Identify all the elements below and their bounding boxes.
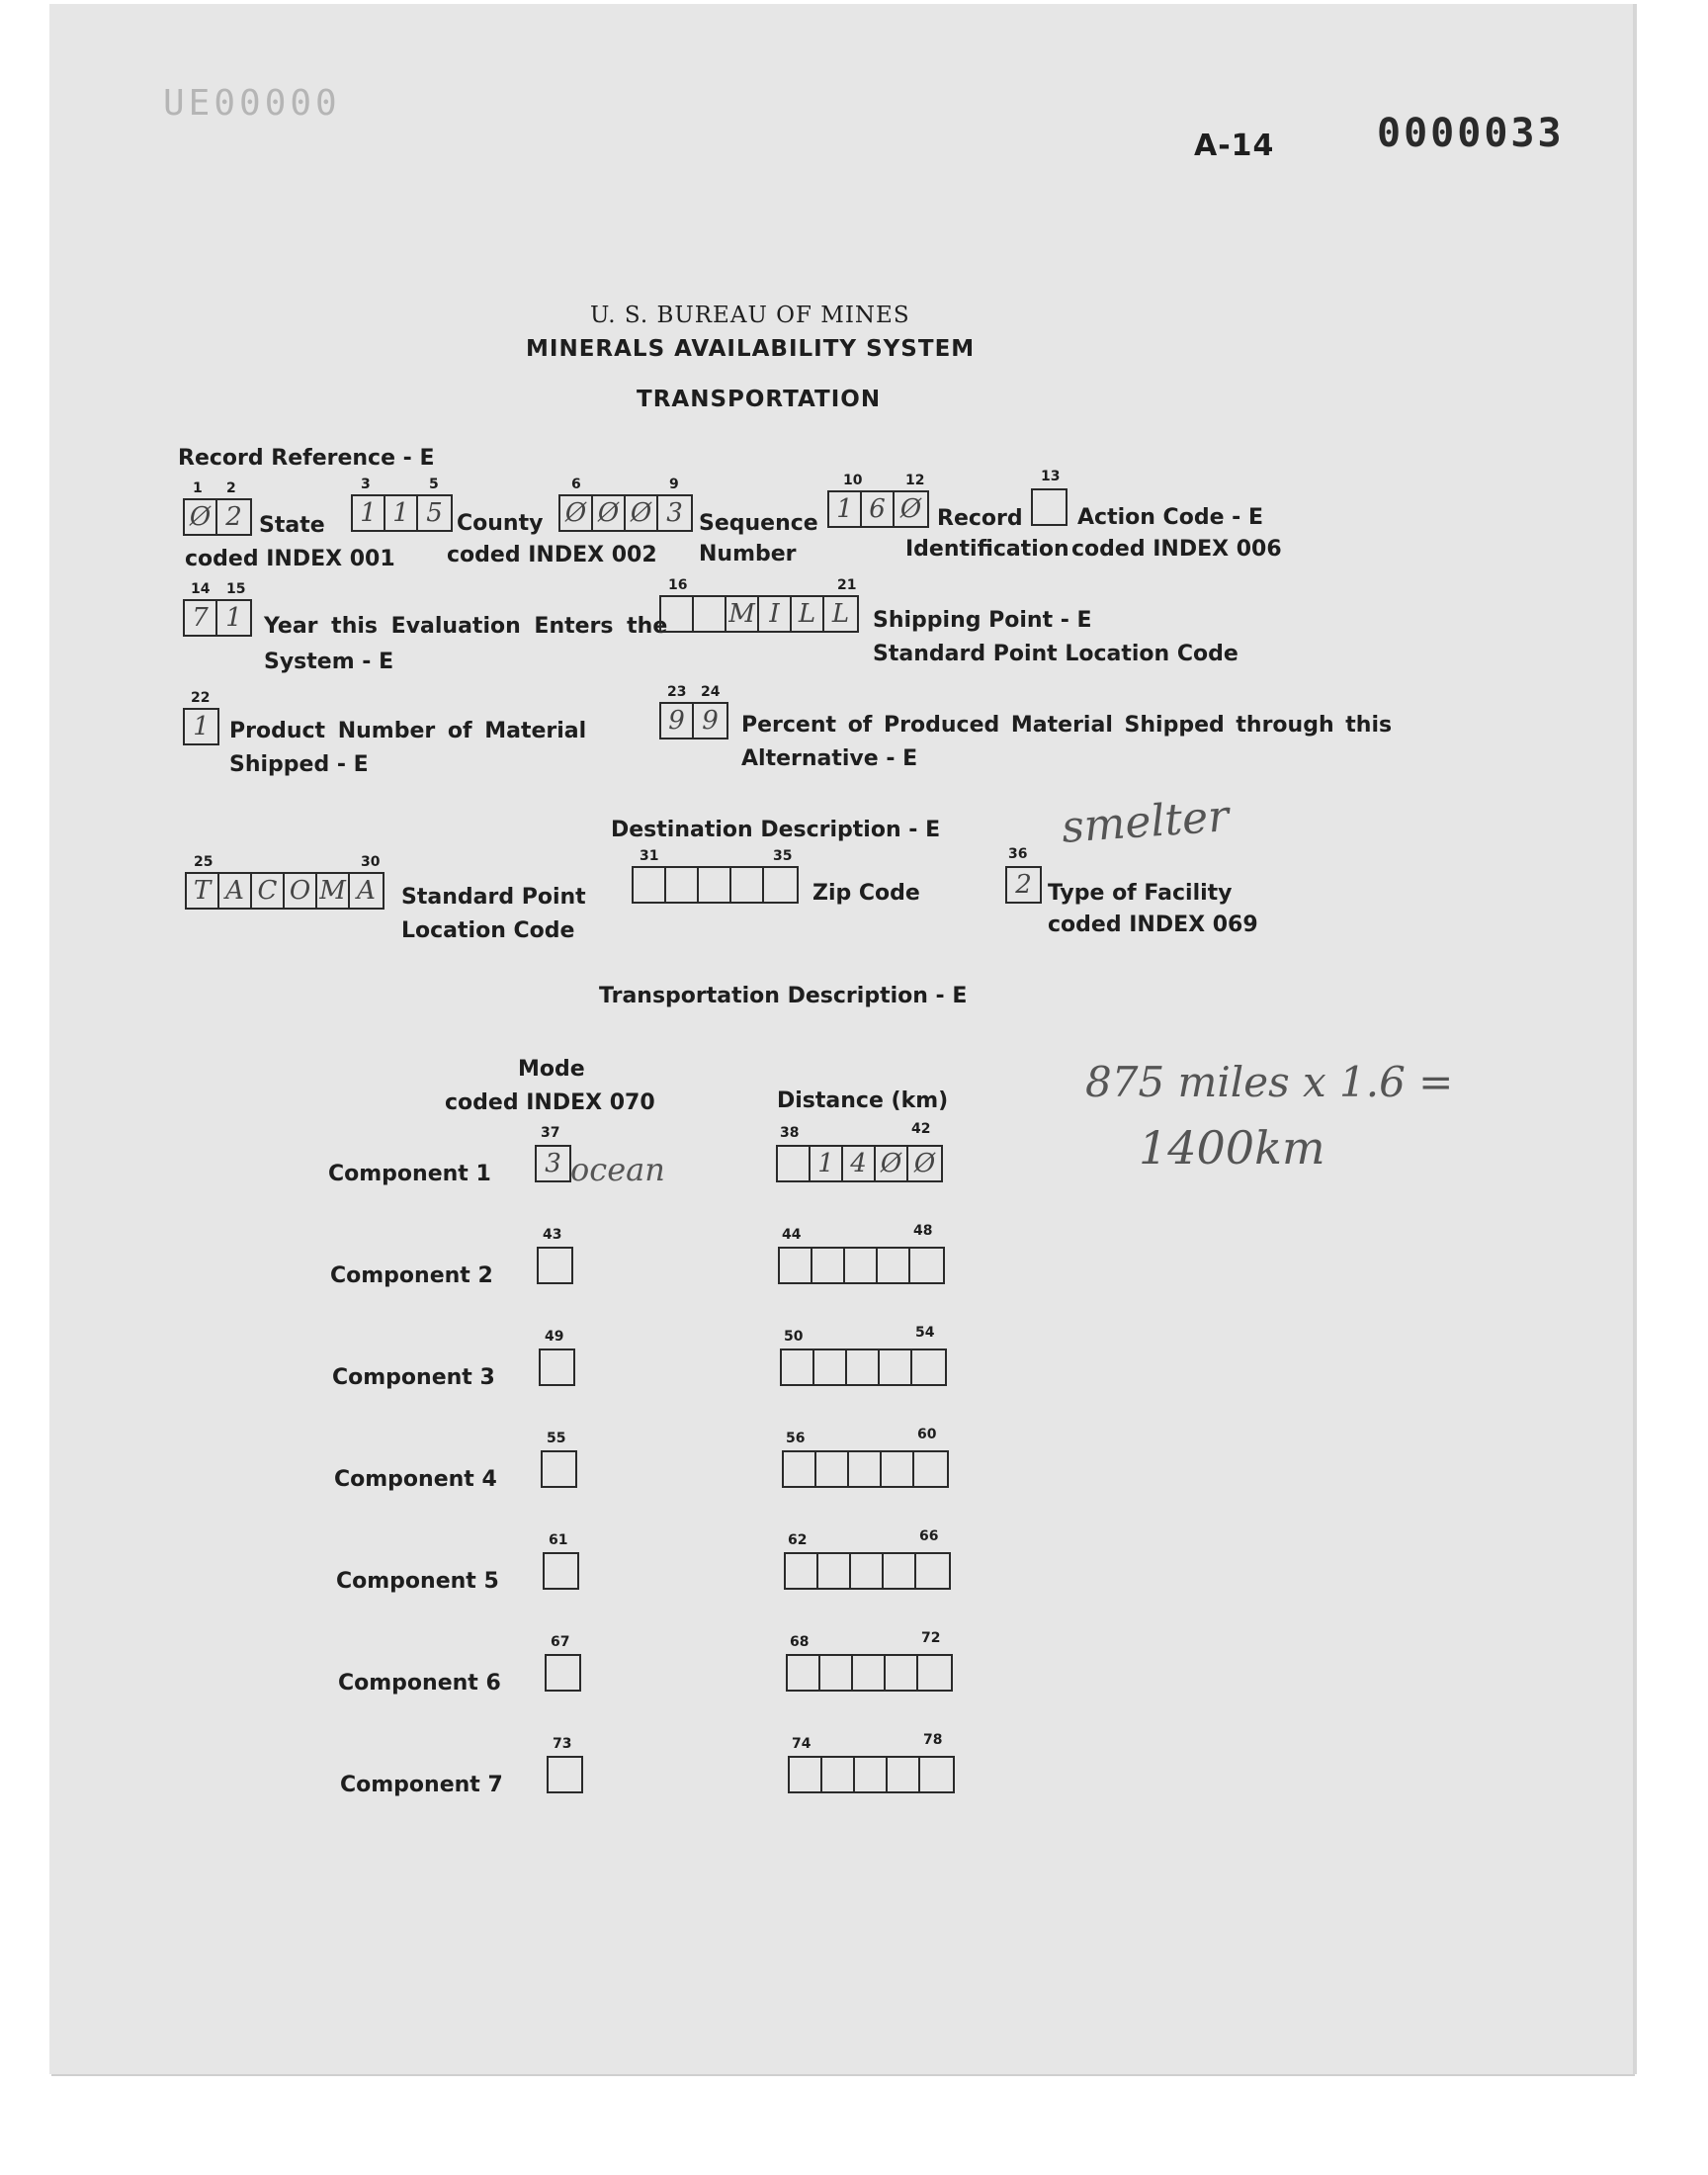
component-label: Component 4 <box>334 1467 497 1492</box>
year-box[interactable] <box>183 599 252 637</box>
entry-cell[interactable] <box>912 1350 945 1384</box>
entry-cell[interactable] <box>884 1554 916 1588</box>
entry-cell[interactable]: M <box>317 874 350 908</box>
distance-start-col: 50 <box>784 1329 804 1345</box>
percent-shipped-box[interactable] <box>659 702 728 740</box>
entry-cell[interactable]: Ø <box>593 496 626 530</box>
distance-end-col: 54 <box>915 1325 935 1341</box>
entry-cell[interactable] <box>549 1758 581 1791</box>
distance-header: Distance (km) <box>777 1088 949 1113</box>
sequence-end-col: 9 <box>669 477 679 492</box>
distance-km-box[interactable] <box>776 1145 943 1182</box>
entry-cell[interactable] <box>780 1249 812 1282</box>
component-label: Component 1 <box>328 1162 491 1186</box>
document-number: 0000033 <box>1377 111 1565 156</box>
splc-label: Standard Point <box>401 885 586 910</box>
entry-cell[interactable] <box>851 1554 884 1588</box>
component-label: Component 7 <box>340 1773 503 1797</box>
distance-end-col: 42 <box>911 1121 931 1137</box>
mode-col-number: 49 <box>545 1329 564 1345</box>
component-label: Component 2 <box>330 1263 493 1288</box>
product-shipped-label: Shipped - E <box>229 752 369 777</box>
action-col: 13 <box>1041 469 1061 484</box>
shipping-end-col: 21 <box>837 577 857 593</box>
entry-cell[interactable] <box>818 1554 851 1588</box>
entry-cell[interactable] <box>782 1350 814 1384</box>
distance-end-col: 60 <box>917 1427 937 1442</box>
action-code-label: Action Code - E <box>1077 505 1263 530</box>
entry-cell[interactable]: A <box>357 876 376 906</box>
entry-cell[interactable] <box>910 1249 943 1282</box>
entry-cell[interactable]: Ø <box>899 494 922 524</box>
shipping-point-label: Shipping Point - E <box>873 608 1092 633</box>
distance-end-col: 66 <box>919 1528 939 1544</box>
entry-cell[interactable] <box>855 1758 888 1791</box>
mode-col-number: 61 <box>549 1532 568 1548</box>
entry-cell[interactable] <box>886 1656 918 1690</box>
record-reference-heading: Record Reference - E <box>178 446 435 471</box>
mode-index-header: coded INDEX 070 <box>445 1090 655 1115</box>
distance-start-col: 68 <box>790 1634 810 1650</box>
zip-end-col: 35 <box>773 848 793 864</box>
entry-cell[interactable] <box>920 1758 953 1791</box>
entry-cell[interactable]: M <box>726 597 759 631</box>
entry-cell[interactable] <box>880 1350 912 1384</box>
entry-cell[interactable]: 2 <box>225 502 242 532</box>
splc-end-col: 30 <box>361 854 381 870</box>
component-label: Component 6 <box>338 1671 501 1696</box>
component-label: Component 5 <box>336 1569 499 1594</box>
shipping-splc-label: Standard Point Location Code <box>873 642 1238 666</box>
county-index-label: coded INDEX 002 <box>447 543 657 567</box>
sequence-label: Sequence <box>699 511 818 536</box>
transportation-heading: Transportation Description - E <box>599 984 968 1008</box>
entry-cell[interactable]: 3 <box>666 498 683 528</box>
entry-cell[interactable] <box>845 1249 878 1282</box>
entry-cell[interactable]: 1 <box>225 603 242 633</box>
product-label: Product Number of Material <box>229 719 587 743</box>
percent-end-col: 24 <box>701 684 721 700</box>
entry-cell[interactable] <box>820 1656 853 1690</box>
entry-cell[interactable] <box>822 1758 855 1791</box>
entry-cell[interactable]: 1 <box>385 496 418 530</box>
entry-cell[interactable] <box>699 868 731 902</box>
zip-code-box[interactable] <box>632 866 799 904</box>
entry-cell[interactable]: 1 <box>353 496 385 530</box>
state-start-col: 1 <box>193 480 203 496</box>
facility-index-label: coded INDEX 069 <box>1048 913 1258 937</box>
entry-cell[interactable] <box>764 868 797 902</box>
action-index-label: coded INDEX 006 <box>1071 537 1282 562</box>
splc-start-col: 25 <box>194 854 214 870</box>
mode-col-number: 67 <box>551 1634 570 1650</box>
faint-stamp: UE00000 <box>163 83 341 124</box>
entry-cell[interactable]: 1 <box>193 712 210 741</box>
entry-cell[interactable]: T <box>187 874 219 908</box>
year-label: Year this Evaluation Enters the <box>264 614 668 639</box>
product-number-box[interactable] <box>183 708 219 745</box>
entry-cell[interactable] <box>814 1350 847 1384</box>
mode-col-number: 37 <box>541 1125 560 1141</box>
percent-alternative-label: Alternative - E <box>741 746 918 771</box>
form-title-line2: MINERALS AVAILABILITY SYSTEM <box>526 336 976 362</box>
entry-cell[interactable] <box>786 1554 818 1588</box>
product-col: 22 <box>191 690 211 706</box>
entry-cell[interactable]: L <box>792 597 824 631</box>
entry-cell[interactable]: A <box>219 874 252 908</box>
identification-label: Identification <box>905 537 1069 562</box>
entry-cell[interactable]: I <box>759 597 792 631</box>
state-index-label: coded INDEX 001 <box>185 547 395 571</box>
entry-cell[interactable]: C <box>252 874 285 908</box>
distance-end-col: 72 <box>921 1630 941 1646</box>
mode-handwritten-note: ocean <box>570 1151 665 1188</box>
mode-code-box[interactable] <box>545 1654 581 1692</box>
percent-label: Percent of Produced Material Shipped through this <box>741 713 1393 738</box>
year-end-col: 15 <box>226 581 246 597</box>
form-sheet <box>49 4 1633 2074</box>
entry-cell[interactable] <box>847 1350 880 1384</box>
entry-cell[interactable] <box>849 1452 882 1486</box>
entry-cell[interactable]: 2 <box>1015 870 1032 900</box>
destination-splc-box[interactable] <box>185 872 384 910</box>
zip-code-label: Zip Code <box>812 881 920 906</box>
splc-location-label: Location Code <box>401 918 575 943</box>
distance-km-box[interactable] <box>780 1348 947 1386</box>
sequence-number-box[interactable] <box>558 494 693 532</box>
county-code-box[interactable] <box>351 494 453 532</box>
component-label: Component 3 <box>332 1365 495 1390</box>
distance-start-col: 56 <box>786 1431 806 1446</box>
form-title-line1: U. S. BUREAU OF MINES <box>590 303 910 328</box>
entry-cell[interactable] <box>788 1656 820 1690</box>
entry-cell[interactable] <box>914 1452 947 1486</box>
mode-code-box[interactable] <box>541 1450 577 1488</box>
distance-end-col: 48 <box>913 1223 933 1239</box>
distance-km-box[interactable] <box>786 1654 953 1692</box>
shipping-point-box[interactable] <box>659 595 859 633</box>
entry-cell[interactable] <box>547 1656 579 1690</box>
entry-cell[interactable] <box>916 1554 949 1588</box>
mode-col-number: 55 <box>547 1431 566 1446</box>
facility-type-label: Type of Facility <box>1048 881 1233 906</box>
entry-cell[interactable]: Ø <box>913 1149 936 1178</box>
record-label: Record <box>937 506 1023 531</box>
percent-start-col: 23 <box>667 684 687 700</box>
record-id-end-col: 12 <box>905 473 925 488</box>
zip-start-col: 31 <box>640 848 659 864</box>
year-system-label: System - E <box>264 650 394 674</box>
sheet-edge <box>1633 4 1637 2074</box>
mode-code-box[interactable] <box>535 1145 571 1182</box>
county-end-col: 5 <box>429 477 439 492</box>
entry-cell[interactable]: 1 <box>829 492 862 526</box>
mode-code-box[interactable] <box>537 1247 573 1284</box>
entry-cell[interactable] <box>784 1452 816 1486</box>
entry-cell[interactable]: Ø <box>876 1147 908 1180</box>
entry-cell[interactable] <box>778 1147 811 1180</box>
facility-col: 36 <box>1008 846 1028 862</box>
entry-cell[interactable] <box>816 1452 849 1486</box>
state-code-box[interactable] <box>183 498 252 536</box>
record-id-start-col: 10 <box>843 473 863 488</box>
mode-code-box[interactable] <box>539 1348 575 1386</box>
entry-cell[interactable]: 5 <box>426 498 443 528</box>
entry-cell[interactable] <box>888 1758 920 1791</box>
distance-end-col: 78 <box>923 1732 943 1748</box>
entry-cell[interactable] <box>666 868 699 902</box>
distance-start-col: 62 <box>788 1532 808 1548</box>
entry-cell[interactable] <box>878 1249 910 1282</box>
entry-cell[interactable]: 7 <box>185 601 217 635</box>
mode-code-box[interactable] <box>547 1756 583 1793</box>
destination-heading: Destination Description - E <box>611 818 941 842</box>
entry-cell[interactable] <box>731 868 764 902</box>
distance-km-box[interactable] <box>788 1756 955 1793</box>
distance-start-col: 44 <box>782 1227 802 1243</box>
entry-cell[interactable]: 4 <box>843 1147 876 1180</box>
entry-cell[interactable]: L <box>831 599 850 629</box>
entry-cell[interactable]: O <box>285 874 317 908</box>
facility-handwritten-note: smelter <box>1060 791 1231 853</box>
entry-cell[interactable] <box>661 597 694 631</box>
distance-km-box[interactable] <box>784 1552 951 1590</box>
mode-header: Mode <box>518 1057 585 1082</box>
entry-cell[interactable]: 3 <box>545 1149 561 1178</box>
state-label: State <box>259 513 325 538</box>
distance-start-col: 74 <box>792 1736 811 1752</box>
action-code-box[interactable] <box>1031 488 1068 526</box>
page-code: A-14 <box>1194 129 1275 163</box>
entry-cell[interactable] <box>634 868 666 902</box>
mode-col-number: 73 <box>553 1736 572 1752</box>
entry-cell[interactable] <box>918 1656 951 1690</box>
entry-cell[interactable] <box>694 597 726 631</box>
distance-km-box[interactable] <box>778 1247 945 1284</box>
entry-cell[interactable]: Ø <box>560 496 593 530</box>
facility-type-box[interactable] <box>1005 866 1042 904</box>
entry-cell[interactable]: 9 <box>702 706 719 736</box>
entry-cell[interactable] <box>812 1249 845 1282</box>
entry-cell[interactable] <box>1033 490 1066 524</box>
entry-cell[interactable]: 9 <box>661 704 694 738</box>
entry-cell[interactable] <box>790 1758 822 1791</box>
county-label: County <box>457 511 544 536</box>
entry-cell[interactable]: Ø <box>626 496 658 530</box>
entry-cell[interactable]: 1 <box>811 1147 843 1180</box>
state-end-col: 2 <box>226 480 236 496</box>
entry-cell[interactable] <box>543 1452 575 1486</box>
sequence-number-label: Number <box>699 542 797 566</box>
distance-calc-note-line1: 875 miles x 1.6 = <box>1085 1058 1454 1106</box>
entry-cell[interactable]: Ø <box>185 500 217 534</box>
distance-calc-note-line2: 1400km <box>1139 1121 1325 1174</box>
entry-cell[interactable] <box>541 1350 573 1384</box>
mode-col-number: 43 <box>543 1227 562 1243</box>
shipping-start-col: 16 <box>668 577 688 593</box>
entry-cell[interactable] <box>539 1249 571 1282</box>
mode-code-box[interactable] <box>543 1552 579 1590</box>
form-title-line3: TRANSPORTATION <box>637 387 882 412</box>
entry-cell[interactable]: 6 <box>862 492 895 526</box>
entry-cell[interactable] <box>882 1452 914 1486</box>
sequence-start-col: 6 <box>571 477 581 492</box>
distance-start-col: 38 <box>780 1125 800 1141</box>
distance-km-box[interactable] <box>782 1450 949 1488</box>
year-start-col: 14 <box>191 581 211 597</box>
county-start-col: 3 <box>361 477 371 492</box>
record-id-box[interactable] <box>827 490 929 528</box>
entry-cell[interactable] <box>545 1554 577 1588</box>
entry-cell[interactable] <box>853 1656 886 1690</box>
